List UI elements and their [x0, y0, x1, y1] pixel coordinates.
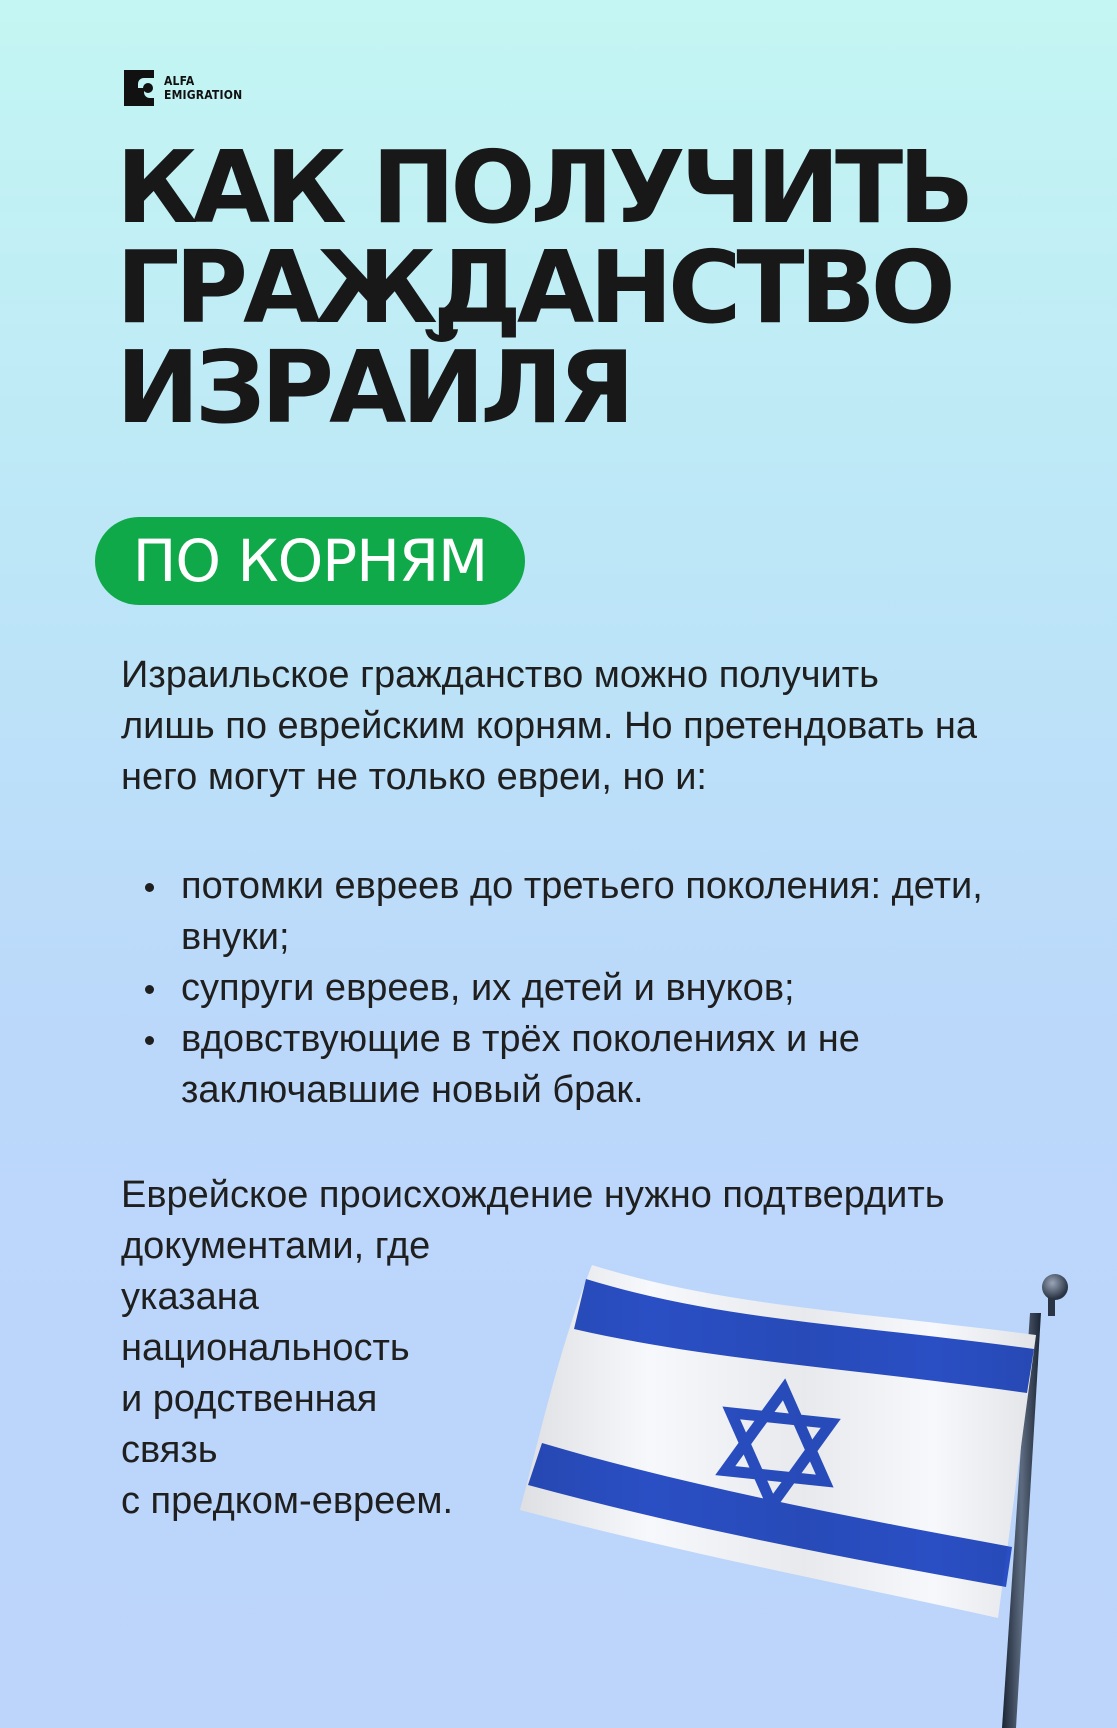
- list-item-text: потомки евреев до третьего поколения: дети, внуки;: [181, 865, 983, 958]
- alfa-emigration-logo-icon: [124, 70, 158, 106]
- list-item-text: супруги евреев, их детей и внуков;: [181, 967, 795, 1009]
- outro-line: документами, где: [121, 1225, 431, 1267]
- intro-line: лишь по еврейским корням. Но претендовать на: [121, 705, 978, 747]
- page-title: КАК ПОЛУЧИТЬ ГРАЖДАНСТВО ИЗРАЙЛЯ: [116, 129, 970, 446]
- intro-line: него могут не только евреи, но и:: [121, 756, 707, 798]
- flag-illustration: [520, 1265, 1080, 1728]
- topic-badge: [95, 517, 525, 605]
- outro-line: связь: [121, 1429, 218, 1471]
- israel-flag-icon: [520, 1265, 1080, 1728]
- brand-name-line2: EMIGRATION: [164, 88, 243, 102]
- list-item: [121, 1014, 1081, 1116]
- brand-name: [164, 74, 242, 102]
- eligibility-list: [121, 861, 1081, 1116]
- outro-line: указана: [121, 1276, 259, 1318]
- brand-logo: [124, 70, 242, 106]
- intro-line: Израильское гражданство можно получить: [121, 654, 879, 696]
- topic-badge-label: ПО КОРНЯМ: [132, 527, 488, 595]
- outro-line: с предком-евреем.: [121, 1480, 454, 1522]
- list-item: [121, 963, 1081, 1014]
- list-item: [121, 861, 1081, 963]
- list-item-text: вдовствующие в трёх поколениях и не заключавшие новый брак.: [181, 1018, 860, 1111]
- intro-paragraph: [121, 650, 1061, 803]
- brand-name-line1: ALFA: [164, 74, 195, 88]
- outro-line: и родственная: [121, 1378, 378, 1420]
- outro-line: национальность: [121, 1327, 410, 1369]
- outro-line: Еврейское происхождение нужно подтвердить: [121, 1174, 945, 1216]
